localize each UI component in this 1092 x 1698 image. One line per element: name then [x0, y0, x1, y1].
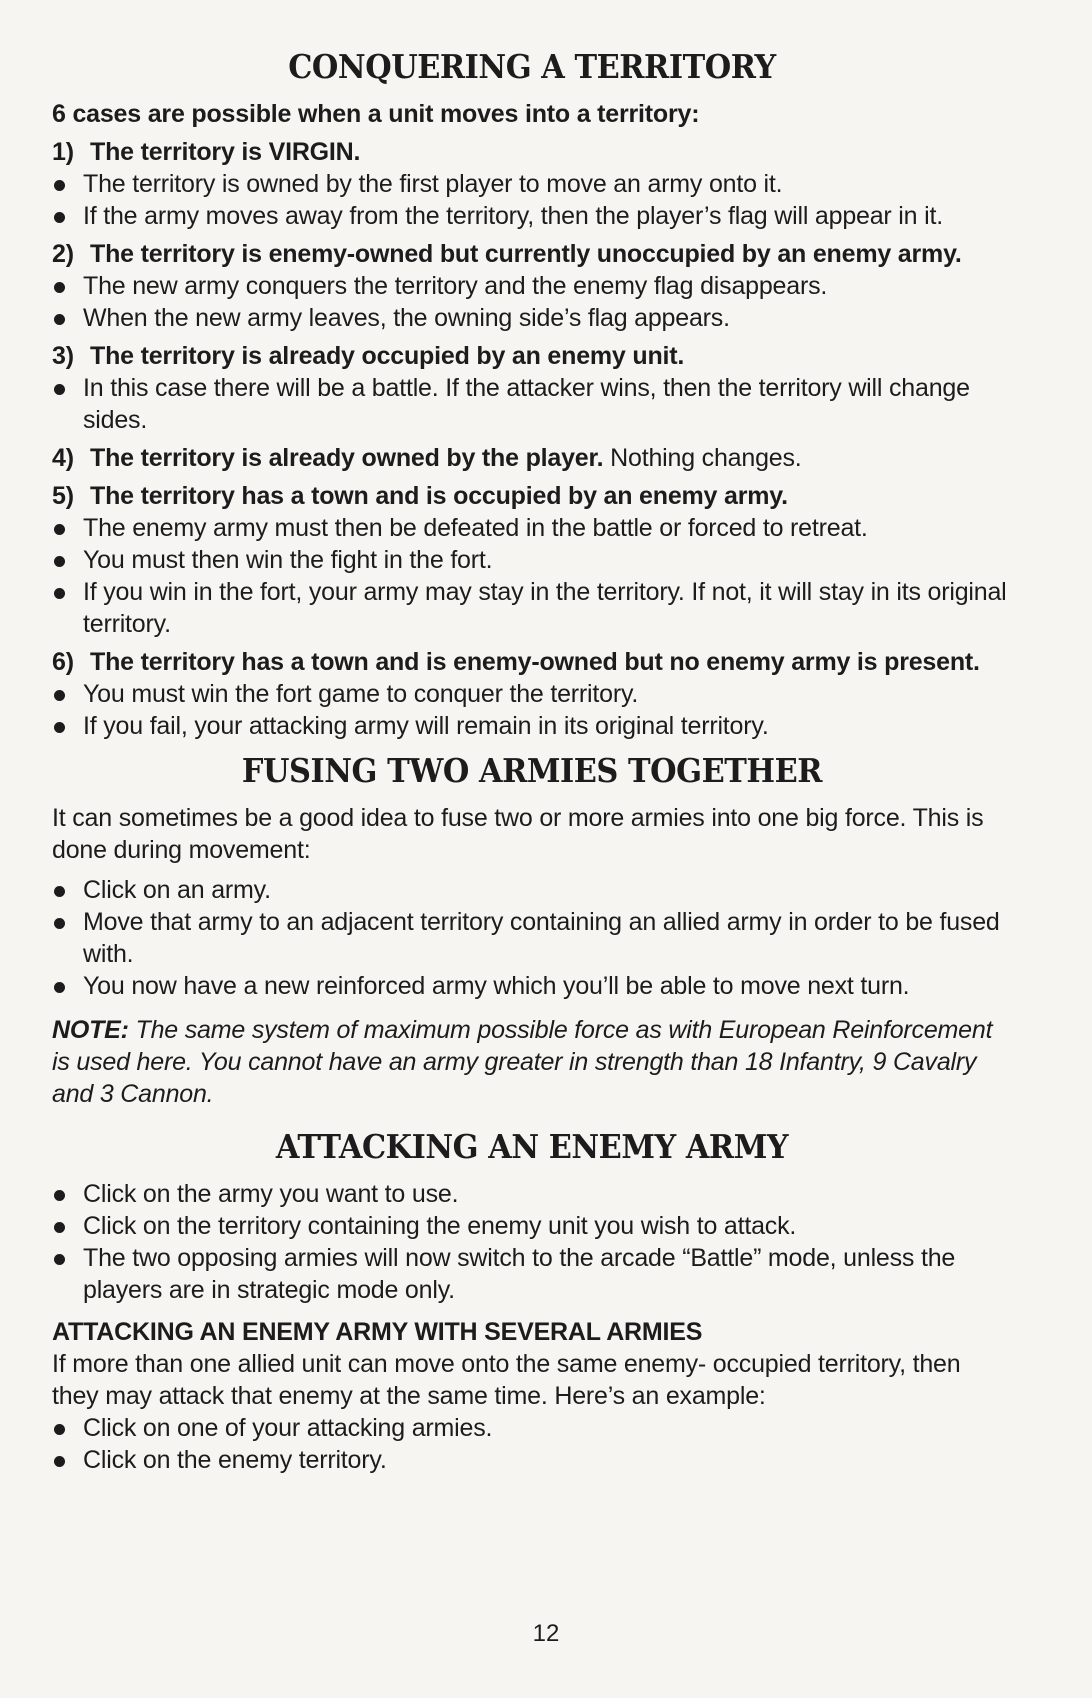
case-number: 4) — [52, 444, 74, 472]
case-title: The territory is already occupied by an enemy unit. — [90, 342, 685, 370]
note-paragraph — [52, 1014, 1012, 1110]
bullet-list — [52, 874, 1012, 1002]
bullet-item: The territory is owned by the first player to move an army onto it. — [52, 168, 1012, 200]
case-item — [52, 136, 1012, 232]
bullet-item: You must then win the fight in the fort. — [52, 544, 1012, 576]
section-fusing — [52, 748, 1012, 1110]
bullet-item: If the army moves away from the territory, then the player’s flag will appear in it. — [52, 200, 1012, 232]
case-item — [52, 340, 1012, 436]
bullet-item: The new army conquers the territory and the enemy flag disappears. — [52, 270, 1012, 302]
case-title: The territory is enemy-owned but currently unoccupied by an enemy army. — [90, 240, 962, 268]
bullet-list — [52, 512, 1012, 640]
section-title: FUSING TWO ARMIES TOGETHER — [241, 751, 823, 790]
page-content — [52, 40, 1012, 1476]
note-text: The same system of maximum possible force as with European Reinforcement is used here. You cannot have an army greater in strength than 18 Infantry, 9 Cavalry and 3 Cannon. — [52, 1016, 993, 1108]
case-number: 2) — [52, 240, 74, 268]
note-label: NOTE: — [52, 1016, 129, 1044]
case-trail-text: Nothing changes. — [603, 444, 802, 472]
bullet-item: Click on the territory containing the enemy unit you wish to attack. — [52, 1210, 1012, 1242]
case-heading — [52, 238, 1012, 270]
bullet-item: Move that army to an adjacent territory containing an allied army in order to be fused with. — [52, 906, 1012, 970]
case-title: The territory is VIRGIN. — [90, 138, 361, 166]
bullet-item: You must win the fort game to conquer the territory. — [52, 678, 1012, 710]
bullet-item: The enemy army must then be defeated in the battle or forced to retreat. — [52, 512, 1012, 544]
bullet-item: Click on the enemy territory. — [52, 1444, 1012, 1476]
case-number: 1) — [52, 138, 74, 166]
case-title: The territory is already owned by the player. — [90, 444, 604, 472]
case-heading — [52, 480, 1012, 512]
bullet-list — [52, 168, 1012, 232]
bullet-list — [52, 372, 1012, 436]
section-title: CONQUERING A TERRITORY — [288, 47, 776, 86]
bullet-item: Click on an army. — [52, 874, 1012, 906]
section-intro: It can sometimes be a good idea to fuse two or more armies into one big force. This is done during movement: — [52, 804, 984, 864]
case-number: 3) — [52, 342, 74, 370]
section-lead: 6 cases are possible when a unit moves into a territory: — [52, 100, 700, 128]
bullet-item: The two opposing armies will now switch to the arcade “Battle” mode, unless the players are in strategic mode only. — [52, 1242, 1012, 1306]
section-title: ATTACKING AN ENEMY ARMY — [275, 1127, 789, 1166]
bullet-item: Click on the army you want to use. — [52, 1178, 1012, 1210]
bullet-item: You now have a new reinforced army which you’ll be able to move next turn. — [52, 970, 1012, 1002]
case-number: 6) — [52, 648, 74, 676]
subsection-heading: ATTACKING AN ENEMY ARMY WITH SEVERAL ARMIES — [52, 1318, 703, 1346]
page-number: 12 — [532, 1620, 560, 1647]
case-item — [52, 442, 1012, 474]
bullet-item: Click on one of your attacking armies. — [52, 1412, 1012, 1444]
bullet-list — [52, 678, 1012, 742]
case-heading — [52, 646, 1012, 678]
case-number: 5) — [52, 482, 74, 510]
case-item — [52, 646, 1012, 742]
section-conquering — [52, 44, 1012, 742]
bullet-item: If you win in the fort, your army may stay in the territory. If not, it will stay in its original territory. — [52, 576, 1012, 640]
subsection-intro: If more than one allied unit can move onto the same enemy- occupied territory, then they may attack that enemy at the same time. Here’s an example: — [52, 1350, 961, 1410]
case-heading — [52, 340, 1012, 372]
section-attacking — [52, 1124, 1012, 1476]
case-heading — [52, 442, 1012, 474]
bullet-list — [52, 1178, 1012, 1306]
case-heading — [52, 136, 1012, 168]
case-title: The territory has a town and is occupied by an enemy army. — [90, 482, 788, 510]
bullet-item: In this case there will be a battle. If the attacker wins, then the territory will change sides. — [52, 372, 1012, 436]
bullet-item: If you fail, your attacking army will remain in its original territory. — [52, 710, 1012, 742]
bullet-list — [52, 270, 1012, 334]
case-title: The territory has a town and is enemy-owned but no enemy army is present. — [90, 648, 980, 676]
case-item — [52, 480, 1012, 640]
case-item — [52, 238, 1012, 334]
bullet-list — [52, 1412, 1012, 1476]
bullet-item: When the new army leaves, the owning side’s flag appears. — [52, 302, 1012, 334]
